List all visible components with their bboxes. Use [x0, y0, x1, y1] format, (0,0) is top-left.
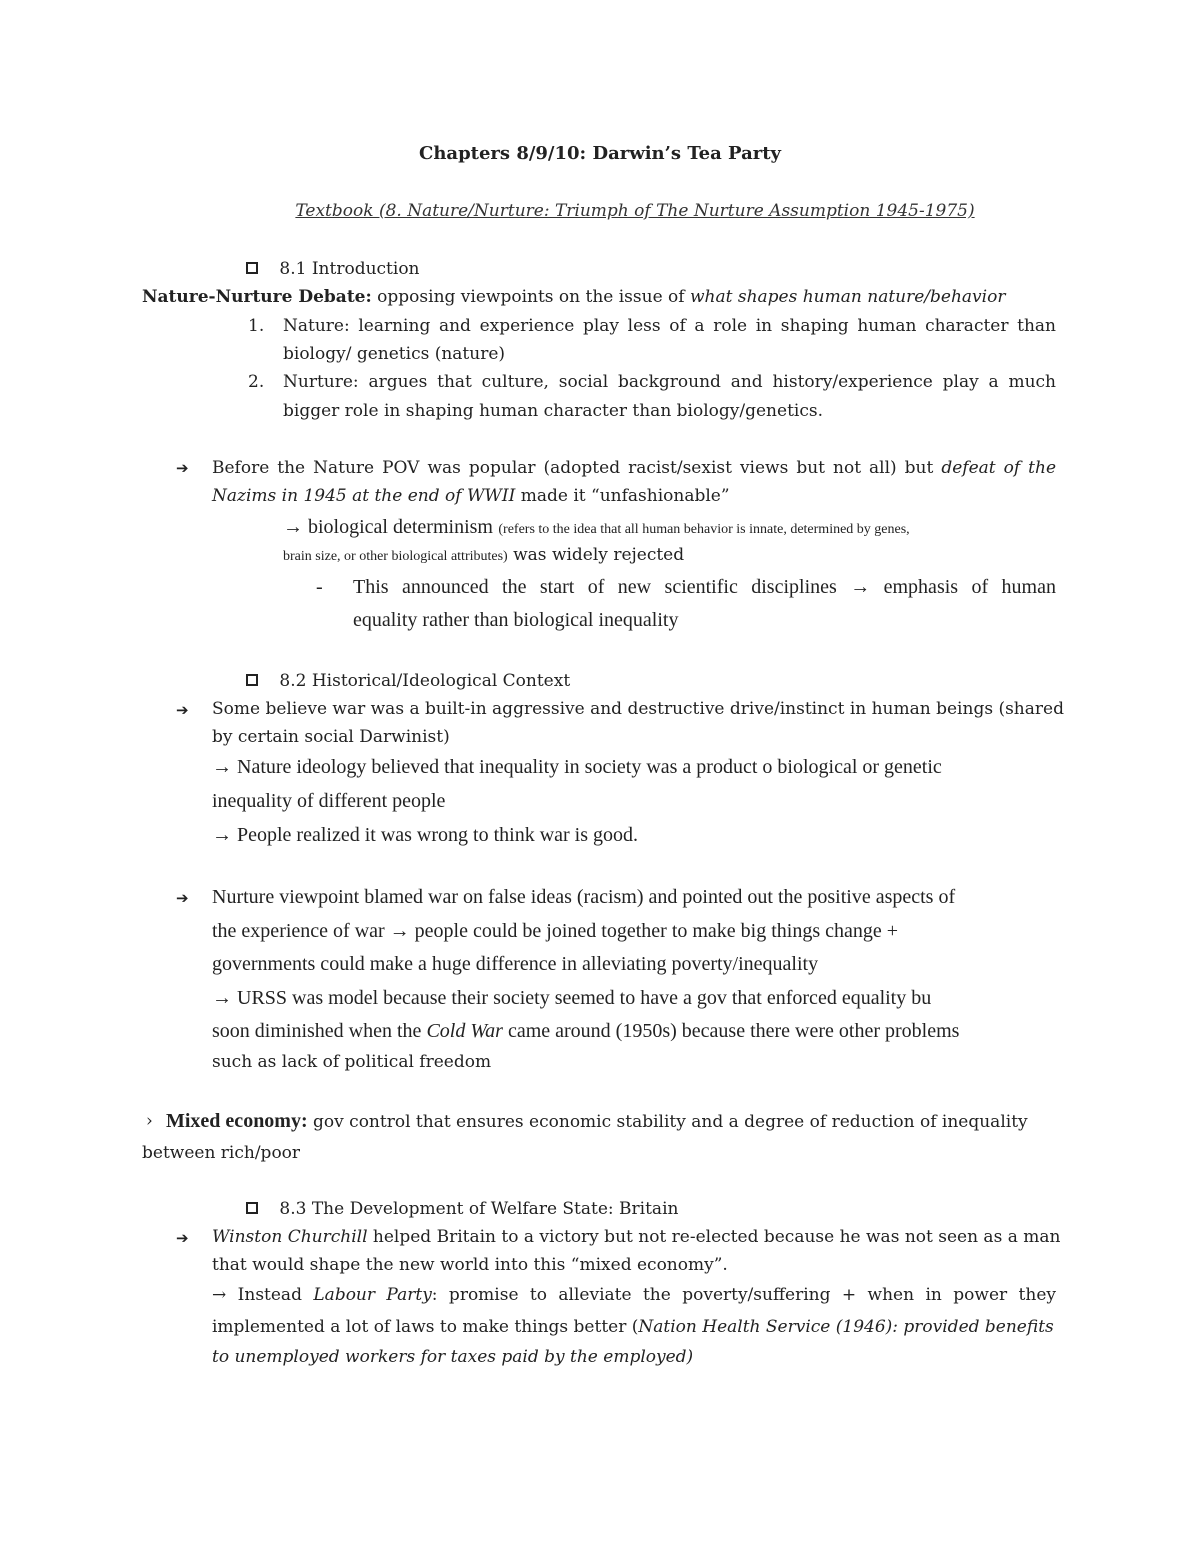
- checkbox-icon: [246, 262, 258, 274]
- definition-nature-nurture: [142, 286, 1005, 308]
- arrow-bullet-icon: ➔: [176, 701, 189, 719]
- list-item-nurture-cont: bigger role in shaping human character than biology/genetics.: [283, 401, 823, 421]
- dash-bullet: -: [316, 576, 323, 598]
- paragraph-line: inequality of different people: [212, 790, 446, 812]
- paragraph-line: soon diminished when the Cold War came around (1950s) because there were other problems: [212, 1020, 960, 1042]
- section-heading-label: 8.2 Historical/Ideological Context: [279, 671, 571, 691]
- section-heading-label: 8.1 Introduction: [279, 259, 420, 279]
- paragraph-line: Winston Churchill helped Britain to a victory but not re-elected because he was not seen as a man: [212, 1227, 1061, 1247]
- list-item-nurture: Nurture: argues that culture, social background and history/experience play a much: [283, 372, 1056, 392]
- paragraph-line: to unemployed workers for taxes paid by the employed): [212, 1347, 694, 1367]
- definition-mixed-economy: Mixed economy: gov control that ensures economic stability and a degree of reduction of inequality: [166, 1110, 1028, 1132]
- section-heading-8-2: [246, 670, 570, 692]
- paragraph-line: → URSS was model because their society seemed to have a gov that enforced equality bu: [212, 987, 932, 1009]
- checkbox-icon: [246, 674, 258, 686]
- paragraph-line: equality rather than biological inequality: [353, 609, 679, 631]
- paragraph-line: Some believe war was a built-in aggressive and destructive drive/instinct in human beings (shared: [212, 699, 1064, 719]
- arrow-bullet-icon: ➔: [176, 459, 189, 477]
- checkbox-icon: [246, 1202, 258, 1214]
- list-item-nature: Nature: learning and experience play less of a role in shaping human character than: [283, 316, 1056, 336]
- section-heading-8-3: [246, 1198, 678, 1220]
- definition-term: Nature-Nurture Debate:: [142, 287, 372, 307]
- paragraph-line: the experience of war → people could be joined together to make big things change +: [212, 920, 899, 942]
- paragraph-line: Nurture viewpoint blamed war on false ideas (racism) and pointed out the positive aspects of: [212, 886, 956, 908]
- paragraph-line: brain size, or other biological attributes) was widely rejected: [283, 545, 685, 565]
- paragraph-line: → Instead Labour Party: promise to alleviate the poverty/suffering + when in power they: [212, 1285, 1056, 1305]
- paragraph-line: implemented a lot of laws to make things better (Nation Health Service (1946): provided benefits: [212, 1317, 1054, 1337]
- paragraph-line: This announced the start of new scientific disciplines → emphasis of human: [353, 576, 1056, 598]
- small-arrow-bullet: ›: [146, 1111, 153, 1131]
- paragraph-line: such as lack of political freedom: [212, 1052, 492, 1072]
- section-heading-8-1: [246, 258, 420, 280]
- paragraph-line: between rich/poor: [142, 1143, 301, 1163]
- paragraph-line: that would shape the new world into this “mixed economy”.: [212, 1255, 728, 1275]
- definition-emphasis: what shapes human nature/behavior: [689, 287, 1006, 307]
- paragraph-line: → People realized it was wrong to think war is good.: [212, 824, 639, 846]
- page-subtitle: Textbook (8. Nature/Nurture: Triumph of The Nurture Assumption 1945-1975): [295, 201, 975, 221]
- list-item-nature-cont: biology/ genetics (nature): [283, 344, 506, 364]
- list-number: 2.: [248, 372, 265, 392]
- definition-term: Mixed economy:: [166, 1110, 308, 1132]
- list-number: 1.: [248, 316, 265, 336]
- definition-text: opposing viewpoints on the issue of: [377, 287, 685, 307]
- section-heading-label: 8.3 The Development of Welfare State: Britain: [279, 1199, 679, 1219]
- paragraph-line: governments could make a huge difference in alleviating poverty/inequality: [212, 953, 819, 975]
- paragraph-line: by certain social Darwinist): [212, 727, 450, 747]
- paragraph-line: → biological determinism (refers to the idea that all human behavior is innate, determined by genes,: [283, 516, 910, 538]
- arrow-bullet-icon: ➔: [176, 1229, 189, 1247]
- paragraph-line: → Nature ideology believed that inequality in society was a product o biological or genetic: [212, 756, 942, 778]
- arrow-bullet-icon: ➔: [176, 889, 189, 907]
- page-title: Chapters 8/9/10: Darwin’s Tea Party: [419, 143, 781, 164]
- paragraph-line: Before the Nature POV was popular (adopted racist/sexist views but not all) but defeat of the: [212, 458, 1057, 478]
- paragraph-line: Nazims in 1945 at the end of WWII made it “unfashionable”: [212, 486, 730, 506]
